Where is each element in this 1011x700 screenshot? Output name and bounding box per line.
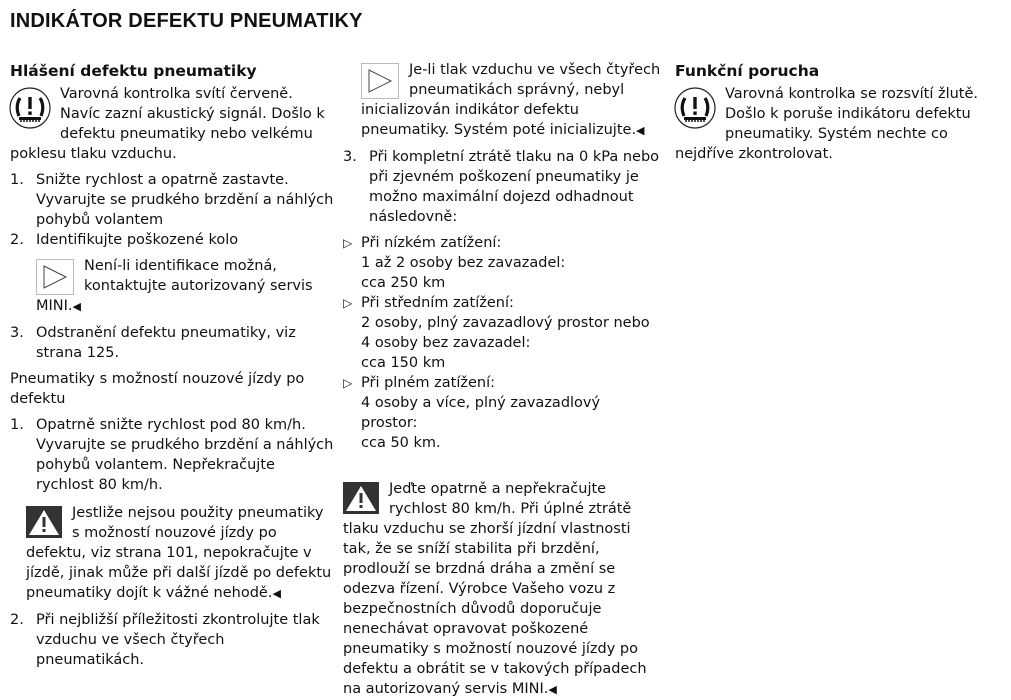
- list-item: 1. Snižte rychlost a opatrně zastavte. Vyvarujte se prudkého brzdění a náhlých pohybů volantem: [10, 172, 334, 228]
- end-mark-icon: ◀: [636, 124, 645, 137]
- list-item: 3. Odstranění defektu pneumatiky, viz strana 125.: [10, 325, 296, 361]
- column-continued: [343, 60, 661, 700]
- runflat-heading: Pneumatiky s možností nouzové jízdy po defektu: [10, 371, 305, 407]
- note-initialize: Je-li tlak vzduchu ve všech čtyřech pneumatikách správný, nebyl inicializován indikátor defektu pneumatiky. Systém poté inicializujte.◀: [361, 62, 661, 138]
- list-item: 2. Při nejbližší příležitosti zkontrolujte tlak vzduchu ve všech čtyřech pneumatikách.: [10, 612, 320, 668]
- list-item: ▷ Při plném zatížení: 4 osoby a více, plný zavazadlový prostor: cca 50 km.: [343, 375, 601, 451]
- tire-pressure-warning-icon: [673, 86, 717, 130]
- end-mark-icon: ◀: [272, 587, 281, 600]
- list-item: 1. Opatrně snižte rychlost pod 80 km/h. Vyvarujte se prudkého brzdění a náhlých pohybů volantem. Nepřekračujte rychlost 80 km/h.: [10, 417, 334, 493]
- column-malfunction: [675, 60, 1000, 164]
- list-item: 3. Při kompletní ztrátě tlaku na 0 kPa nebo při zjevném poškození pneumatiky je možno maximální dojezd odhadnout následovně:: [343, 149, 660, 225]
- tire-pressure-warning-icon: [8, 86, 52, 130]
- note-triangle-icon: [361, 63, 399, 99]
- bullet-triangle-icon: ▷: [343, 296, 353, 310]
- list-item: ▷ Při středním zatížení: 2 osoby, plný zavazadlový prostor nebo 4 osoby bez zavazadel: cca 150 km: [343, 295, 650, 371]
- intro-text: Varovná kontrolka svítí červeně. Navíc zazní akustický signál. Došlo k defektu pneumatiky nebo velkému poklesu tlaku vzduchu.: [10, 86, 325, 162]
- column-tire-defect-report: [10, 60, 335, 670]
- bullet-triangle-icon: ▷: [343, 376, 353, 390]
- end-mark-icon: ◀: [548, 683, 557, 696]
- warning-drive-carefully: Jeďte opatrně a nepřekračujte rychlost 80 km/h. Při úplné ztrátě tlaku vzduchu se zhorší jízdní vlastnosti tak, že se sníží stabilita při brzdění, prodlouží se brzdná dráha a změní se odezva řízení. Výrobce Vašeho vozu z bezpečnostních důvodů doporučuje nenechávat opravovat poškozené pneumatiky s možností nouzové jízdy po defektu a obrátit se v takových případech na autorizovaný servis MINI.◀: [343, 481, 647, 697]
- section-heading-tire-defect-report: Hlášení defektu pneumatiky: [10, 62, 257, 80]
- list-item: ▷ Při nízkém zatížení: 1 až 2 osoby bez zavazadel: cca 250 km: [343, 235, 566, 291]
- bullet-triangle-icon: ▷: [343, 236, 353, 250]
- malfunction-text: Varovná kontrolka se rozsvítí žlutě. Došlo k poruše indikátoru defektu pneumatiky. Systém nechte co nejdříve zkontrolovat.: [675, 86, 979, 162]
- section-heading-malfunction: Funkční porucha: [675, 62, 820, 80]
- steps-list: [10, 170, 335, 250]
- end-mark-icon: ◀: [72, 300, 81, 313]
- warning-icon: [343, 482, 379, 514]
- intro-paragraph: [10, 84, 335, 164]
- list-item: 2. Identifikujte poškozené kolo: [10, 232, 239, 248]
- load-range-list: [343, 233, 661, 453]
- warning-runflat: Jestliže nejsou použity pneumatiky s možností nouzové jízdy po defektu, viz strana 101, nepokračujte v jízdě, jinak může při další jízdě po defektu pneumatiky dojít k vážné nehodě.◀: [26, 505, 332, 601]
- page-title: INDIKÁTOR DEFEKTU PNEUMATIKY: [10, 10, 363, 32]
- note-triangle-icon: [36, 259, 74, 295]
- note-identify: Není-li identifikace možná, kontaktujte autorizovaný servis MINI.◀: [36, 258, 313, 314]
- warning-icon: [26, 506, 62, 538]
